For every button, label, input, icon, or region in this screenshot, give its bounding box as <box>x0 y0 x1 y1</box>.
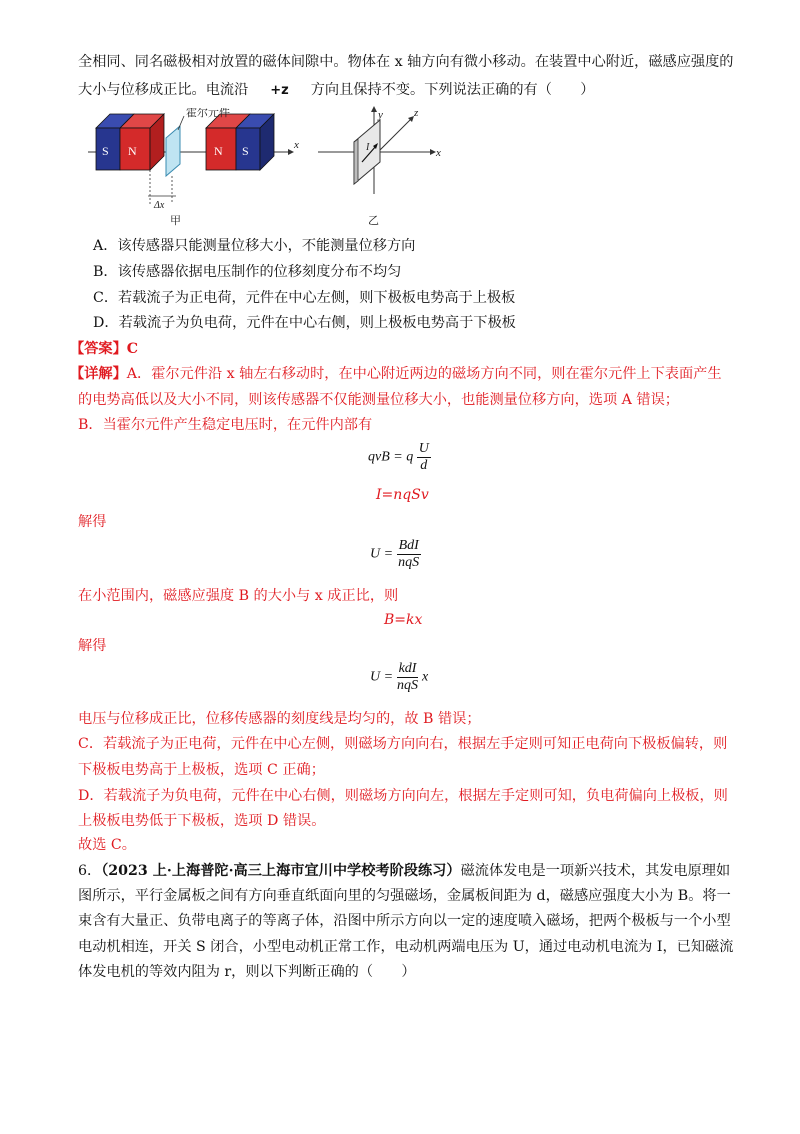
q6-line4: 电动机相连，开关 S 闭合，小型电动机正常工作，电动机两端电压为 U，通过电动机电流为 I，已知磁流 <box>78 939 734 955</box>
eq3-fraction <box>397 538 421 571</box>
eq1-left: qvB = q <box>368 449 414 465</box>
detail-a-line1 <box>70 364 722 384</box>
eq3-denominator: nqS <box>398 555 420 570</box>
fig-yi-caption: 乙 <box>368 214 379 227</box>
figure-yi-drawing <box>318 104 448 228</box>
conclusion-line: 故选 C。 <box>78 837 136 853</box>
detail-d-line2: 上极板电势低于下极板，选项 D 错误。 <box>78 813 326 829</box>
q6-line2: 图所示，平行金属板之间有方向垂直纸面向里的匀强磁场，金属板间距为 d，磁感应强度大小为 B。将一 <box>78 888 731 904</box>
detail-c-line1: C．若载流子为正电荷，元件在中心左侧，则磁场方向向右，根据左手定则可知正电荷向下极板偏转，则 <box>78 736 728 752</box>
current-direction-symbol: +z <box>270 83 289 98</box>
equation-b-kx: B=kx <box>384 612 423 628</box>
eq1-fraction <box>417 441 431 474</box>
detail-label: 【详解】 <box>70 366 127 382</box>
detail-a-line2: 的电势高低以及大小不同，则该传感器不仅能测量位移大小，也能测量位移方向，选项 A 错误； <box>78 392 679 408</box>
solve-label-2: 解得 <box>78 638 107 654</box>
option-d: D．若载流子为负电荷，元件在中心右侧，则上极板电势高于下极板 <box>93 315 516 331</box>
equation-voltage-displacement <box>370 661 428 694</box>
q6-line3: 束含有大量正、负带电离子的等离子体，沿图中所示方向以一定的速度喷入磁场，把两个极板与一个小型 <box>78 913 731 929</box>
solve-label-1: 解得 <box>78 514 107 530</box>
eq1-numerator: U <box>418 441 429 456</box>
detail-d-line1: D．若载流子为负电荷，元件在中心右侧，则磁场方向向左，根据左手定则可知，负电荷偏向上极板，则 <box>78 788 728 804</box>
answer-line <box>70 339 138 359</box>
option-b: B．该传感器依据电压制作的位移刻度分布不均匀 <box>93 264 402 280</box>
detail-b-line2: 电压与位移成正比，位移传感器的刻度线是均匀的，故 B 错误； <box>78 711 481 727</box>
q5-stem-line2 <box>78 80 595 101</box>
eq5-fraction <box>397 661 419 694</box>
fig-jia-axis-x: x <box>294 139 299 151</box>
eq5-right: x <box>421 669 429 685</box>
magnet-left-pole-2: N <box>128 144 137 158</box>
fig-yi-axis-y: y <box>378 109 383 121</box>
small-range-line: 在小范围内，磁感应强度 B 的大小与 x 成正比，则 <box>78 588 399 604</box>
figure-jia-drawing <box>88 108 303 228</box>
equation-current: I=nqSv <box>376 487 429 503</box>
q6-number: 6． <box>78 863 102 879</box>
hall-element-label: 霍尔元件 <box>186 108 230 119</box>
q6-line5: 体发电机的等效内阻为 r，则以下判断正确的（ ） <box>78 964 416 980</box>
eq1-denominator: d <box>420 458 428 473</box>
answer-label: 【答案】 <box>70 341 127 357</box>
q6-line1 <box>78 861 730 881</box>
eq3-numerator: BdI <box>398 538 419 553</box>
option-a: A．该传感器只能测量位移大小，不能测量位移方向 <box>93 238 416 254</box>
q6-source: （2023 上·上海普陀·高三上海市宜川中学校考阶段练习） <box>101 863 461 879</box>
magnet-right-pole-2: S <box>242 144 249 158</box>
detail-c-line2: 下极板电势高于上极板，选项 C 正确； <box>78 762 325 778</box>
magnet-right-pole-1: N <box>214 144 223 158</box>
option-c: C．若载流子为正电荷，元件在中心左侧，则下极板电势高于上极板 <box>93 290 516 306</box>
equation-hall-voltage <box>370 538 421 571</box>
fig-jia-caption: 甲 <box>170 214 181 227</box>
fig-jia-dx: Δx <box>154 200 165 211</box>
eq5-left: U = <box>370 669 394 685</box>
figure-yi <box>318 104 448 228</box>
fig-yi-current: I <box>366 142 370 153</box>
q6-text1: 磁流体发电是一项新兴技术，其发电原理如 <box>460 863 731 879</box>
answer-value: C <box>126 341 139 357</box>
q5-stem-line2b: 方向且保持不变。下列说法正确的有（ ） <box>310 82 595 98</box>
equation-force-balance <box>368 441 431 474</box>
eq5-numerator: kdI <box>398 661 417 676</box>
fig-yi-axis-x: x <box>436 147 441 159</box>
eq3-left: U = <box>370 546 394 562</box>
q5-stem-line2a: 大小与位移成正比。电流沿 <box>78 82 249 98</box>
eq5-denominator: nqS <box>397 678 418 693</box>
q5-stem-line1: 全相同、同名磁极相对放置的磁体间隙中。物体在 x 轴方向有微小移动。在装置中心附近，磁感应强度的 <box>78 54 734 70</box>
figure-jia <box>88 108 303 228</box>
detail-b-line1: B．当霍尔元件产生稳定电压时，在元件内部有 <box>78 417 373 433</box>
detail-a-text1: A．霍尔元件沿 x 轴左右移动时，在中心附近两边的磁场方向不同，则在霍尔元件上下表面产生 <box>126 366 722 382</box>
magnet-left-pole-1: S <box>102 144 109 158</box>
fig-yi-axis-z: z <box>414 107 419 119</box>
